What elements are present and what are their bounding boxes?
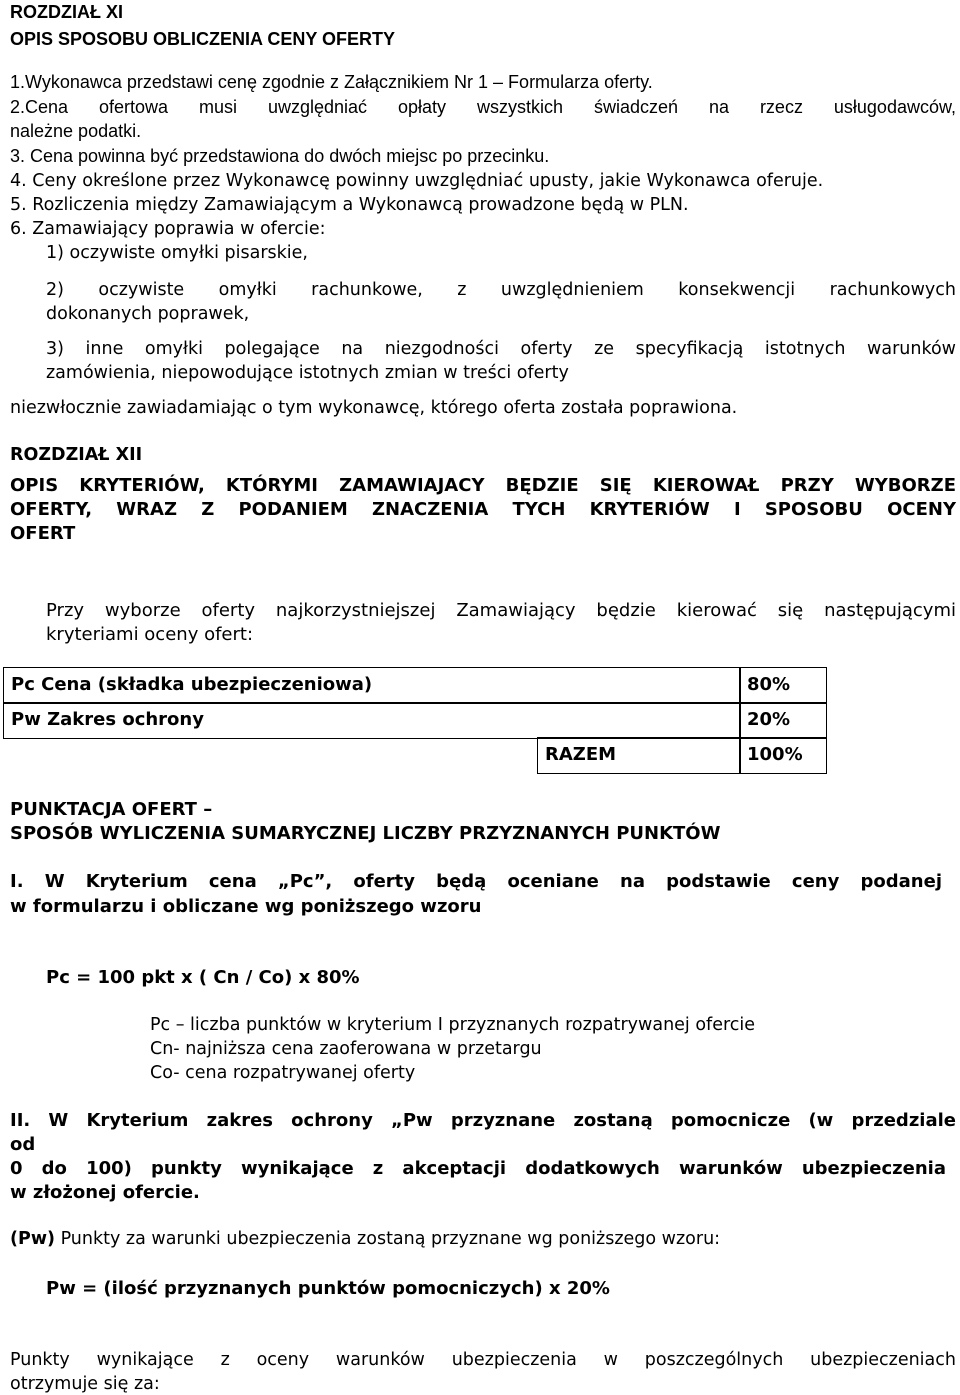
final-text: Punkty wynikające z oceny warunków ubezpieczenia w poszczególnych ubezpieczeniach — [10, 1350, 956, 1370]
list-item: 6. Zamawiający poprawia w ofercie: — [10, 219, 326, 239]
section-title: OFERT — [10, 523, 76, 544]
total-label: RAZEM — [537, 737, 741, 774]
section-title: OPIS KRYTERIÓW, KTÓRYMI ZAMAWIAJACY BĘDZIE SIĘ KIEROWAŁ PRZY WYBORZE — [10, 475, 956, 496]
pw-description — [10, 1229, 720, 1249]
criterion-2-text: II. W Kryterium zakres ochrony „Pw przyznane zostaną pomocnicze (w przedziale — [10, 1110, 956, 1131]
pw-text: Punkty za warunki ubezpieczenia zostaną przyznane wg poniższego wzoru: — [55, 1229, 721, 1249]
correction-item: zamówienia, niepowodujące istotnych zmian w treści oferty — [46, 363, 569, 383]
list-item: 2.Cena ofertowa musi uwzględniać opłaty wszystkich świadczeń na rzecz usługodawców, — [10, 97, 956, 117]
pw-label: (Pw) — [10, 1229, 55, 1249]
correction-item: 1) oczywiste omyłki pisarskie, — [46, 243, 308, 263]
list-item: 4. Ceny określone przez Wykonawcę powinny uwzględniać upusty, jakie Wykonawca oferuje. — [10, 171, 824, 191]
list-item: 1.Wykonawca przedstawi cenę zgodnie z Załącznikiem Nr 1 – Formularza oferty. — [10, 72, 653, 92]
criteria-label: Pw Zakres ochrony — [3, 702, 741, 739]
section-title: OFERTY, WRAZ Z PODANIEM ZNACZENIA TYCH KRYTERIÓW I SPOSOBU OCENY — [10, 499, 956, 520]
criterion-2-text: w złożonej ofercie. — [10, 1182, 200, 1203]
correction-item: 3) inne omyłki polegające na niezgodności oferty ze specyfikacją istotnych warunków — [46, 339, 956, 359]
section-heading: ROZDZIAŁ XI — [10, 2, 123, 22]
section-heading: ROZDZIAŁ XII — [10, 445, 143, 465]
total-weight: 100% — [739, 737, 827, 774]
final-text: otrzymuje się za: — [10, 1374, 160, 1394]
formula-pc: Pc = 100 pkt x ( Cn / Co) x 80% — [46, 967, 360, 988]
section-title: OPIS SPOSOBU OBLICZENIA CENY OFERTY — [10, 29, 396, 49]
correction-item: dokonanych poprawek, — [46, 304, 250, 324]
criterion-2-text: od — [10, 1134, 36, 1155]
criterion-1-text: I. W Kryterium cena „Pc”, oferty będą oceniane na podstawie ceny podanej — [10, 871, 942, 892]
legend-item: Co- cena rozpatrywanej oferty — [150, 1063, 416, 1083]
criteria-label: Pc Cena (składka ubezpieczeniowa) — [3, 667, 741, 704]
criteria-weight: 80% — [739, 667, 827, 704]
list-item: należne podatki. — [10, 121, 142, 141]
legend-item: Cn- najniższa cena zaoferowana w przetargu — [150, 1039, 542, 1059]
intro-text: kryteriami oceny ofert: — [46, 624, 254, 645]
list-item: 3. Cena powinna być przedstawiona do dwóch miejsc po przecinku. — [10, 146, 550, 166]
list-item: 5. Rozliczenia między Zamawiającym a Wykonawcą prowadzone będą w PLN. — [10, 195, 689, 215]
criteria-weight: 20% — [739, 702, 827, 739]
intro-text: Przy wyborze oferty najkorzystniejszej Zamawiający będzie kierować się następującymi — [46, 600, 956, 621]
formula-pw: Pw = (ilość przyznanych punktów pomocniczych) x 20% — [46, 1278, 610, 1299]
criterion-2-text: 0 do 100) punkty wynikające z akceptacji dodatkowych warunków ubezpieczenia — [10, 1158, 946, 1179]
criterion-1-text: w formularzu i obliczane wg poniższego wzoru — [10, 896, 482, 917]
correction-item: 2) oczywiste omyłki rachunkowe, z uwzględnieniem konsekwencji rachunkowych — [46, 280, 956, 300]
scoring-title: SPOSÓB WYLICZENIA SUMARYCZNEJ LICZBY PRZYZNANYCH PUNKTÓW — [10, 823, 721, 844]
closing-text: niezwłocznie zawiadamiając o tym wykonawcę, którego oferta została poprawiona. — [10, 398, 738, 418]
legend-item: Pc – liczba punktów w kryterium I przyznanych rozpatrywanej ofercie — [150, 1015, 756, 1035]
scoring-title: PUNKTACJA OFERT – — [10, 799, 213, 820]
